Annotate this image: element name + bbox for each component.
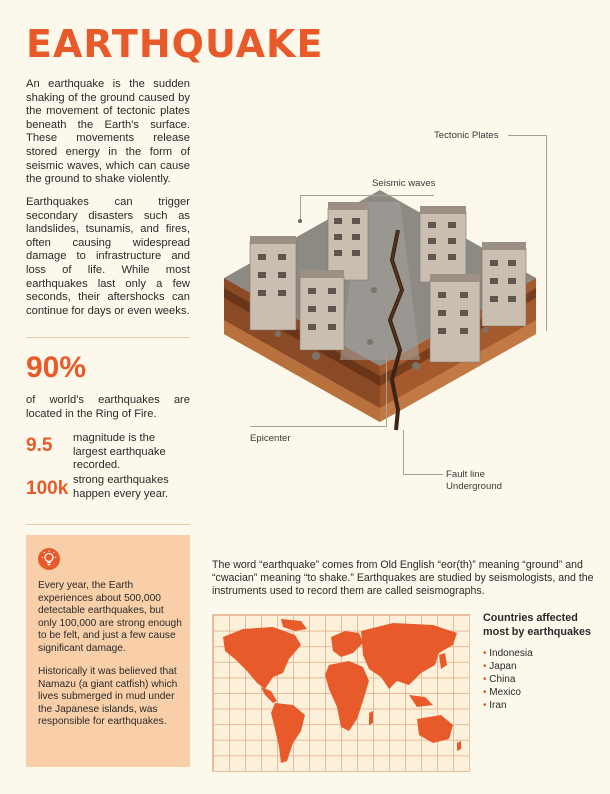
yearly-text: strong earthquakes happen every year.	[73, 474, 169, 500]
leader-line	[300, 195, 434, 196]
leader-dot	[298, 219, 302, 223]
tectonic-plates-label: Tectonic Plates	[434, 130, 499, 141]
list-item: • Japan	[483, 660, 593, 673]
leader-line	[250, 426, 386, 427]
ring-of-fire-text: of world's earthquakes are located in the Ring of Fire.	[26, 394, 190, 420]
etymology-text: The word “earthquake” comes from Old English “eor(th)” meaning “ground” and “cwacian” meaning “to shake.” Earthquakes are studied by seismologists, and the instruments used to record them are called seismographs.	[212, 559, 594, 597]
underground-label: Underground	[446, 481, 503, 492]
yearly-stat: 100k	[26, 478, 69, 499]
magnitude-stat: 9.5	[26, 435, 53, 456]
leader-line	[508, 135, 546, 136]
callout-paragraph-2: Historically it was believed that Namazu (a giant catfish) which lives submerged in mud under the Japanese islands, was responsible for earthquakes.	[38, 666, 178, 728]
leader-line	[300, 195, 301, 220]
list-item: • China	[483, 673, 593, 686]
seismic-waves-label: Seismic waves	[372, 178, 436, 189]
world-map-landmasses	[213, 615, 469, 771]
countries-list	[483, 647, 593, 712]
fact-callout	[26, 535, 190, 767]
callout-paragraph-1: Every year, the Earth experiences about 500,000 detectable earthquakes, but only 100,000 are strong enough to be felt, and just a few cause significant damage.	[38, 580, 182, 654]
list-item: • Mexico	[483, 686, 593, 699]
world-map	[212, 614, 470, 772]
magnitude-text: magnitude is the largest earthquake recorded.	[73, 432, 166, 472]
fault-line-label: Fault line	[446, 469, 485, 480]
ring-of-fire-stat: 90%	[26, 351, 87, 384]
epicenter-label: Epicenter	[250, 433, 291, 444]
leader-line	[403, 430, 404, 475]
countries-title: Countries affected most by earthquakes	[483, 612, 592, 638]
divider	[26, 524, 190, 525]
intro-paragraph-1: An earthquake is the sudden shaking of the ground caused by the movement of tectonic plates beneath the Earth's surface. These movements release stored energy in the form of seismic waves, which can cause the ground to shake violently.	[26, 78, 190, 186]
intro-paragraph-2: Earthquakes can trigger secondary disasters such as landslides, tsunamis, and fires, often causing widespread damage to infrastructure and loss of life. While most earthquakes last only a few seconds, their aftershocks can continue for days or even weeks.	[26, 196, 190, 317]
page-title: EARTHQUAKE	[26, 22, 324, 66]
list-item: • Indonesia	[483, 647, 593, 660]
lightbulb-icon	[38, 548, 60, 570]
leader-line	[546, 135, 547, 331]
leader-line	[403, 474, 443, 475]
leader-line	[386, 354, 387, 427]
list-item: • Iran	[483, 699, 593, 712]
divider	[26, 337, 190, 338]
